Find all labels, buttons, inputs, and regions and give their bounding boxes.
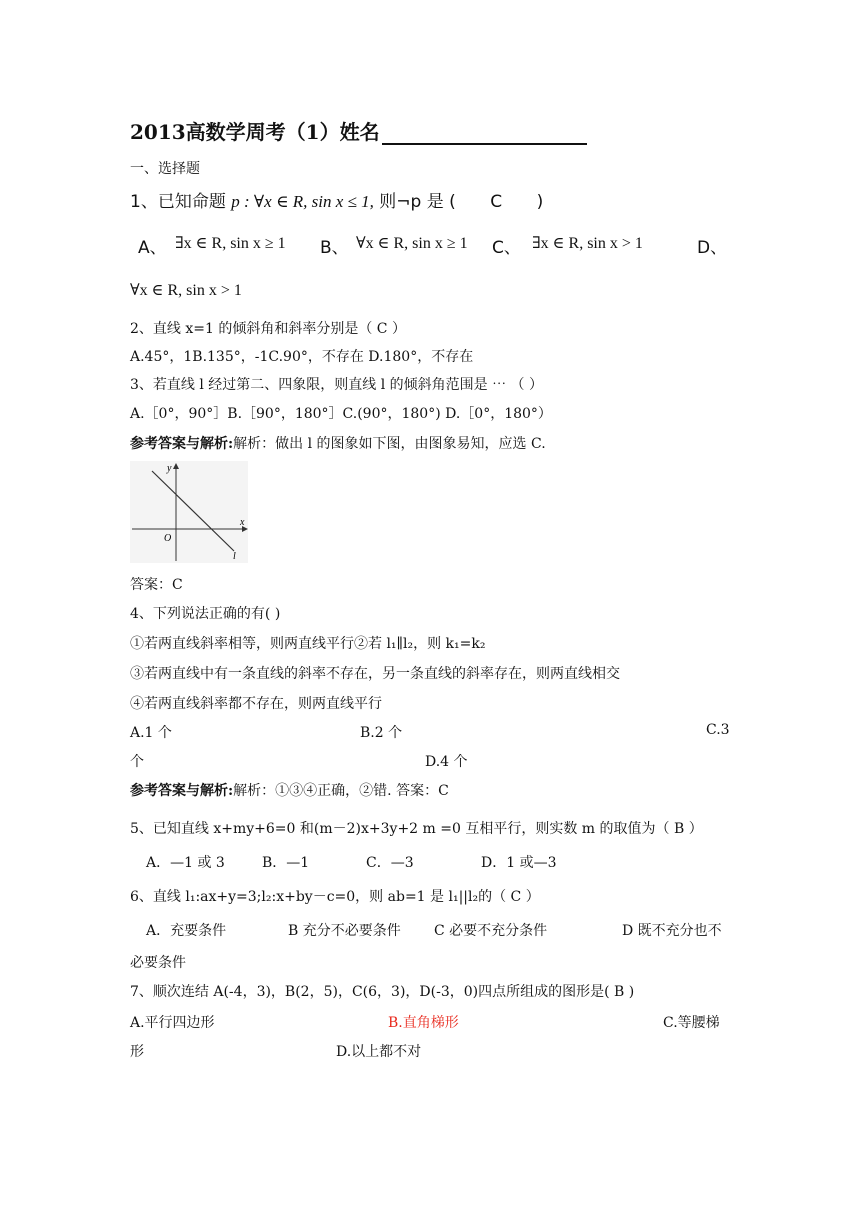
q5-option-b: B．—1 [262, 855, 310, 871]
q7-option-a: A.平行四边形 [130, 1015, 215, 1031]
q5-stem: 5、已知直线 x+my+6=0 和(m－2)x+3y+2 m =0 互相平行，则实数 m 的取值为（ B ） [130, 821, 703, 837]
q4-option-c-cont: 个 [130, 754, 144, 770]
q1-option-c: ∃x ∈ R, sin x > 1 [532, 235, 643, 252]
line-graph [130, 461, 248, 563]
q7-stem: 7、顺次连结 A(-4，3)，B(2，5)，C(6，3)，D(-3，0)四点所组成的图形是( B ) [130, 984, 635, 1000]
q4-statement-4: ④若两直线斜率都不存在，则两直线平行 [130, 696, 382, 712]
origin-label: O [164, 533, 172, 544]
q1-option-c-label: C、 [492, 238, 521, 258]
line-label: l [233, 551, 236, 562]
q5-option-a: A．—1 或 3 [146, 855, 225, 871]
page-title: 2013高数学周考（1）姓名 [130, 116, 587, 145]
section-heading: 一、选择题 [130, 161, 200, 177]
q3-answer: 答案：C [130, 577, 183, 593]
q4-statement-1: ①若两直线斜率相等，则两直线平行②若 l₁∥l₂，则 k₁=k₂ [130, 636, 486, 652]
q4-analysis: 参考答案与解析:解析：①③④正确，②错. 答案：C [130, 783, 449, 799]
q7-option-d: D.以上都不对 [336, 1044, 422, 1060]
q4-statement-3: ③若两直线中有一条直线的斜率不存在，另一条直线的斜率存在，则两直线相交 [130, 666, 620, 682]
q6-option-a: A．充要条件 [146, 923, 227, 939]
q4-stem: 4、下列说法正确的有( ) [130, 606, 281, 622]
q1-option-b: ∀x ∈ R, sin x ≥ 1 [356, 235, 468, 252]
q5-option-d: D．1 或—3 [481, 855, 557, 871]
q1-option-a-label: A、 [138, 238, 167, 258]
q7-option-c-cont: 形 [130, 1044, 144, 1060]
q1-option-a: ∃x ∈ R, sin x ≥ 1 [175, 235, 286, 252]
q2-stem: 2、直线 x=1 的倾斜角和斜率分别是（ C ） [130, 321, 406, 337]
q1-option-b-label: B、 [320, 238, 349, 258]
q2-options: A.45°，1B.135°，-1C.90°，不存在 D.180°，不存在 [130, 349, 474, 365]
q1-option-d: ∀x ∈ R, sin x > 1 [130, 282, 242, 299]
q4-option-b: B.2 个 [360, 725, 403, 741]
q6-stem: 6、直线 l₁:ax+y=3;l₂:x+by－c=0，则 ab=1 是 l₁||l₂的（ C ） [130, 889, 540, 905]
name-blank [382, 125, 587, 145]
q6-option-b: B 充分不必要条件 [288, 923, 401, 939]
q6-option-d-cont: 必要条件 [130, 955, 186, 971]
q7-option-c: C.等腰梯 [663, 1015, 720, 1031]
q3-analysis: 参考答案与解析:解析：做出 l 的图象如下图，由图象易知，应选 C. [130, 436, 546, 452]
q7-option-b: B.直角梯形 [388, 1015, 459, 1031]
q4-option-d: D.4 个 [425, 754, 468, 770]
q6-option-d: D 既不充分也不 [622, 923, 722, 939]
y-label: y [167, 463, 172, 474]
q3-options: A.［0°，90°］B.［90°，180°］C.(90°，180°) D.［0°，180°） [130, 406, 552, 422]
q4-option-c: C.3 [706, 722, 730, 738]
q1-stem: 1、已知命题 p : ∀x ∈ R, sin x ≤ 1, 则¬p 是 ( C ) [130, 192, 544, 212]
q3-stem: 3、若直线 l 经过第二、四象限，则直线 l 的倾斜角范围是 ⋯ （ ） [130, 377, 544, 393]
q1-option-d-label: D、 [697, 238, 728, 258]
q6-option-c: C 必要不充分条件 [434, 923, 548, 939]
q4-option-a: A.1 个 [130, 725, 172, 741]
q5-option-c: C．—3 [366, 855, 414, 871]
x-label: x [240, 517, 245, 528]
